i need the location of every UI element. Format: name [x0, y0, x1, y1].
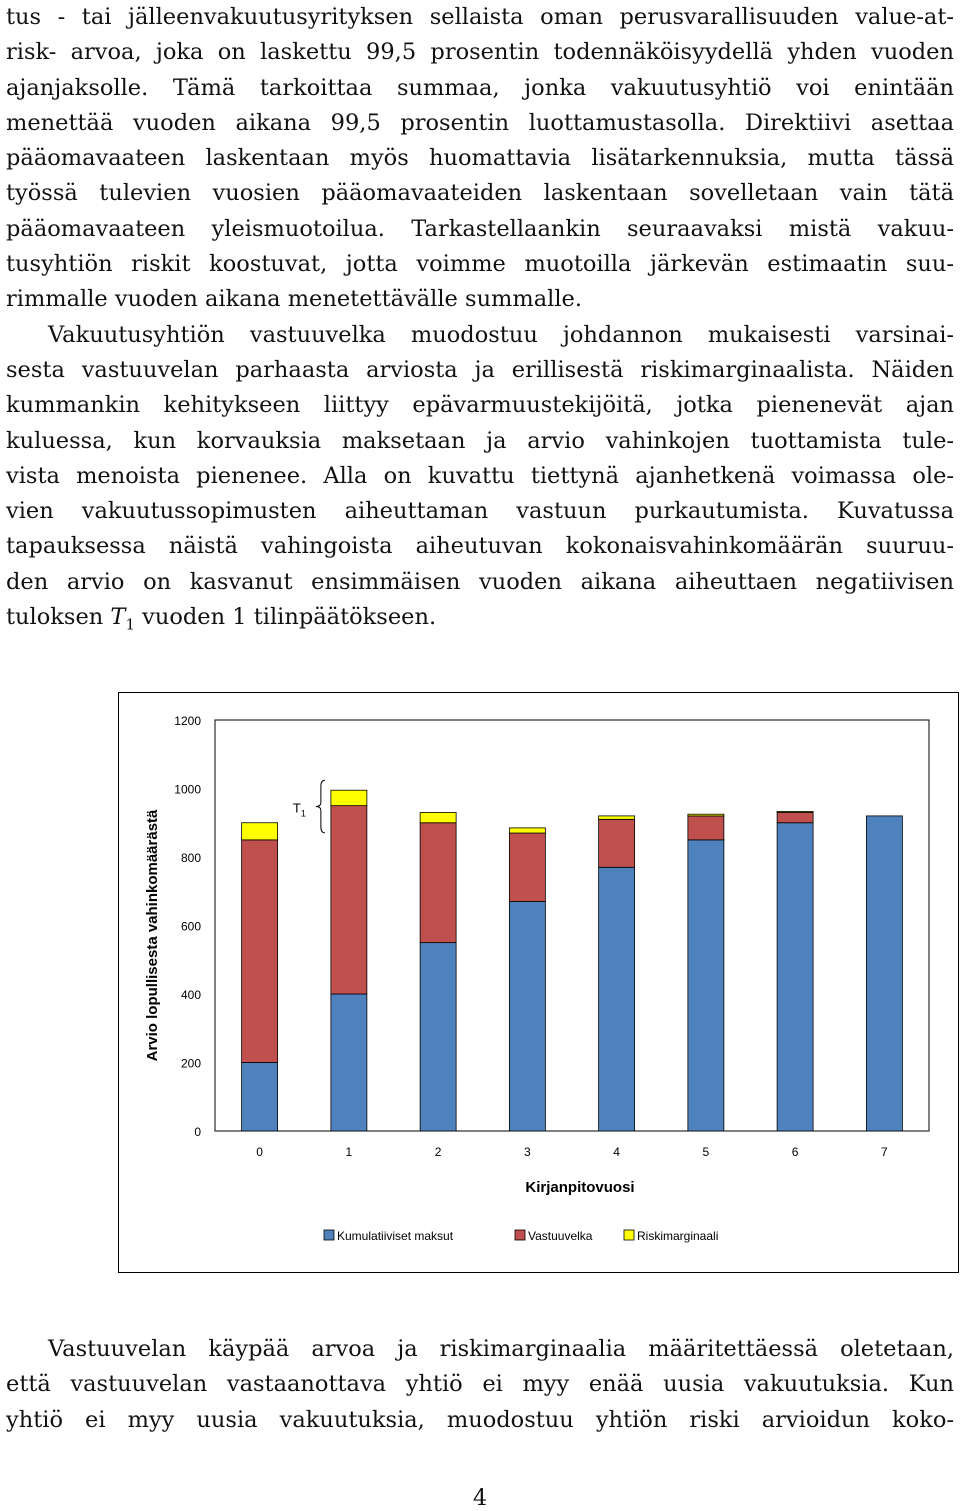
bar-segment	[599, 819, 635, 867]
bar-segment	[688, 816, 724, 840]
text-line: Vastuuvelan käypää arvoa ja riskimarginaalia määritettäessä oletetaan,	[48, 1336, 954, 1362]
text-line: että vastuuvelan vastaanottava yhtiö ei myy enää uusia vakuutuksia. Kun	[6, 1371, 954, 1398]
y-tick-label: 600	[180, 919, 201, 934]
text-line: den arvio on kasvanut ensimmäisen vuoden aikana aiheuttaen negatiivisen	[6, 568, 954, 595]
page-number: 4	[472, 1485, 488, 1511]
legend-label: Vastuuvelka	[528, 1229, 593, 1243]
text-line: kuluessa, kun korvauksia maksetaan ja arvio vahinkojen tuottamista tule-	[6, 427, 954, 454]
x-tick-label: 7	[881, 1145, 888, 1159]
body-paragraph-1	[6, 0, 954, 318]
x-tick-label: 2	[434, 1145, 442, 1159]
x-tick-label: 5	[702, 1145, 710, 1159]
bar-segment	[866, 816, 902, 1131]
annotation-label-main: T	[292, 800, 301, 816]
chart-canvas	[119, 693, 960, 1274]
text-line: ajanjaksolle. Tämä tarkoittaa summaa, jonka vakuutusyhtiö voi enintään	[6, 74, 954, 101]
bar-segment	[420, 823, 456, 943]
text-fragment: tuloksen	[6, 604, 111, 631]
bar-segment	[509, 828, 545, 833]
x-tick-label: 6	[791, 1145, 799, 1159]
legend-label: Riskimarginaali	[637, 1229, 719, 1243]
y-tick-label: 400	[180, 988, 201, 1002]
bar-segment	[599, 867, 635, 1131]
bar-segment	[242, 840, 278, 1063]
bar-segment	[688, 840, 724, 1131]
y-axis-label: Arvio lopullisesta vahinkomäärästä	[144, 809, 161, 1062]
annotation-label	[293, 800, 306, 818]
bar-segment	[242, 1063, 278, 1132]
bar-segment	[509, 833, 545, 902]
text-line: sesta vastuuvelan parhaasta arviosta ja erillisestä riskimarginaalista. Näiden	[6, 356, 954, 383]
text-fragment: vuoden 1 tilinpäätökseen.	[134, 604, 437, 631]
bar-segment	[599, 816, 635, 819]
x-tick-label: 4	[613, 1145, 620, 1159]
text-line: tapauksessa näistä vahingoista aiheutuvan kokonaisvahinkomäärän suuruu-	[6, 533, 954, 560]
legend-swatch	[624, 1230, 634, 1240]
bar-segment	[420, 943, 456, 1131]
bar-segment	[420, 812, 456, 822]
bar-segment	[777, 823, 813, 1131]
text-line: pääomavaateen laskentaan myös huomattavia lisätarkennuksia, mutta tässä	[6, 145, 954, 172]
legend-swatch	[324, 1230, 334, 1240]
y-tick-label: 1000	[174, 782, 201, 797]
bar-segment	[331, 790, 367, 805]
body-paragraph-3	[6, 1332, 954, 1438]
text-line	[6, 600, 954, 643]
annotation-brace	[316, 780, 325, 833]
annotation-label-sub: 1	[300, 808, 306, 819]
y-tick-label: 1200	[174, 714, 201, 728]
text-line: tus - tai jälleenvakuutusyrityksen sellaista oman perusvarallisuuden value-at-	[6, 4, 954, 30]
body-paragraph-2	[6, 318, 954, 643]
math-subscript: 1	[125, 615, 135, 634]
bar-segment	[777, 812, 813, 822]
y-tick-label: 800	[180, 851, 201, 865]
text-line: kummankin kehitykseen liittyy epävarmuustekijöitä, jotka pienenevät ajan	[6, 392, 954, 419]
math-symbol	[110, 604, 135, 634]
y-tick-label: 200	[180, 1056, 201, 1071]
x-tick-label: 1	[345, 1145, 353, 1159]
legend-swatch	[515, 1230, 525, 1240]
figure-stacked-bar-chart	[118, 692, 959, 1273]
text-line: pääomavaateen yleismuotoilua. Tarkastellaankin seuraavaksi mistä vakuu-	[6, 215, 954, 242]
text-line: yhtiö ei myy uusia vakuutuksia, muodostuu yhtiön riski arvioidun koko-	[6, 1406, 954, 1433]
x-axis-label: Kirjanpitovuosi	[525, 1179, 635, 1196]
text-line: menettää vuoden aikana 99,5 prosentin luottamustasolla. Direktiivi asettaa	[6, 109, 954, 136]
x-tick-label: 3	[524, 1145, 531, 1159]
bar-segment	[242, 823, 278, 840]
text-line: tusyhtiön riskit koostuvat, jotta voimme muotoilla järkevän estimaatin suu-	[6, 251, 954, 278]
bar-segment	[331, 994, 367, 1131]
legend-label: Kumulatiiviset maksut	[337, 1229, 454, 1243]
bar-segment	[509, 902, 545, 1131]
text-line: risk- arvoa, joka on laskettu 99,5 prosentin todennäköisyydellä yhden vuoden	[6, 39, 954, 66]
y-tick-label: 0	[194, 1125, 201, 1139]
text-line: vien vakuutussopimusten aiheuttaman vastuun purkautumista. Kuvatussa	[6, 498, 954, 525]
text-line: Vakuutusyhtiön vastuuvelka muodostuu johdannon mukaisesti varsinai-	[48, 321, 954, 348]
bar-segment	[688, 814, 724, 816]
x-tick-label: 0	[256, 1145, 263, 1159]
text-line: työssä tulevien vuosien pääomavaateiden laskentaan sovelletaan vain tätä	[6, 180, 954, 207]
bar-segment	[777, 811, 813, 812]
math-variable: T	[110, 604, 126, 631]
text-line: vista menoista pienenee. Alla on kuvattu tiettynä ajanhetkenä voimassa ole-	[6, 462, 954, 489]
text-line: rimmalle vuoden aikana menetettävälle summalle.	[6, 286, 583, 313]
bar-segment	[331, 806, 367, 994]
